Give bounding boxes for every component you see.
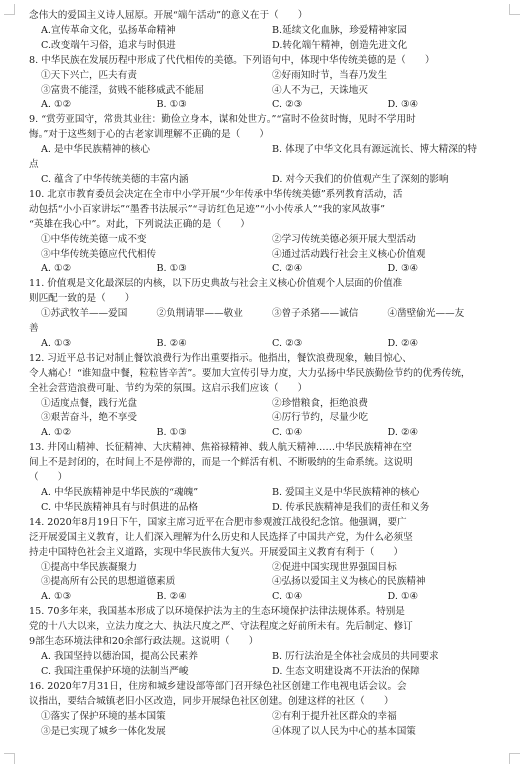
question-14 bbox=[29, 516, 503, 605]
item-row bbox=[29, 307, 503, 322]
question-8 bbox=[29, 54, 503, 114]
choice-row bbox=[29, 426, 503, 441]
item-2: ②促进中国实现世界强国目标 bbox=[272, 561, 397, 573]
item-3: ③艰苦奋斗，绝不享受 bbox=[41, 412, 137, 424]
choice-b: B. ②④ bbox=[156, 337, 187, 349]
question-7 bbox=[29, 9, 503, 54]
item-row bbox=[29, 725, 503, 740]
choice-b: B. ②④ bbox=[156, 591, 187, 603]
question-stem: “英雄在我心中”。对此，下列说法正确的是（ ） bbox=[29, 218, 250, 230]
question-11 bbox=[29, 277, 503, 352]
item-3: ③是已实现了城乡一体化发展 bbox=[41, 725, 166, 737]
item-4: ④弘扬以爱国主义为核心的民族精神 bbox=[272, 576, 426, 588]
item-2: ②有利于提升社区群众的幸福 bbox=[272, 710, 397, 722]
question-stem: 议指出，要结合城镇老旧小区改造，同步开展绿色社区创建。创建这样的社区（ ） bbox=[29, 695, 394, 707]
option-b: B.延续文化血脉，珍爱精神家园 bbox=[272, 24, 407, 36]
choice-a: A. ①③ bbox=[41, 337, 72, 349]
item-row bbox=[29, 233, 503, 248]
option-c: C. 我国注重保护环境的法制当严峻 bbox=[41, 665, 189, 677]
option-row bbox=[29, 650, 503, 665]
item-1: ①适度点餐，践行光盘 bbox=[41, 397, 137, 409]
question-stem: 14. 2020年8月19日下午，国家主席习近平在合肥市参观渡江战役纪念馆。他强调，要广 bbox=[29, 516, 407, 528]
question-stem: 8. 中华民族在发展历程中形成了代代相传的美德。下列语句中，体现中华传统美德的是（ ） bbox=[29, 54, 435, 66]
item-row bbox=[29, 69, 503, 84]
item-3: ③提高所有公民的思想道德素质 bbox=[41, 576, 176, 588]
option-c: C. 中华民族精神具有与时俱进的品格 bbox=[41, 501, 199, 513]
option-d: D.转化端午精神，创造先进文化 bbox=[272, 39, 408, 51]
choice-row bbox=[29, 262, 503, 277]
option-row bbox=[29, 143, 503, 158]
choice-d: D. ③④ bbox=[387, 99, 419, 111]
choice-b: B. ①③ bbox=[156, 427, 187, 439]
choice-row bbox=[29, 590, 503, 605]
choice-c: C. ①④ bbox=[272, 427, 303, 439]
choice-c: C. ②③ bbox=[272, 337, 303, 349]
option-b: B. 厉行法治是全体社会成员的共同要求 bbox=[272, 650, 439, 662]
option-row bbox=[29, 486, 503, 501]
choice-a: A. ①③ bbox=[41, 591, 72, 603]
option-row bbox=[29, 665, 503, 680]
question-9 bbox=[29, 113, 503, 188]
question-stem: 党的十八大以来，立法力度之大、执法尺度之严、守法程度之好前所未有。先后制定、修订 bbox=[29, 621, 413, 633]
option-c: C.改变端午习俗，追求与时俱进 bbox=[41, 39, 176, 51]
item-4: ④凿壁偷光——友 bbox=[387, 308, 465, 320]
question-stem: 全社会营造浪费可耻、节约为荣的氛围。这启示我们应该（ ） bbox=[29, 382, 308, 394]
item-3: ③中华传统美德应代代相传 bbox=[41, 248, 157, 260]
option-row bbox=[29, 501, 503, 516]
item-1: ①苏武牧羊——爱国 bbox=[41, 308, 128, 320]
choice-d: D. ②④ bbox=[387, 337, 419, 349]
item-row bbox=[29, 84, 503, 99]
item-4: ④体现了以人民为中心的基本国策 bbox=[272, 725, 416, 737]
choice-b: B. ①③ bbox=[156, 99, 187, 111]
choice-a: A. ①② bbox=[41, 99, 72, 111]
question-stem: 16. 2020年7月31日，住房和城乡建设部等部门召开绿色社区创建工作电视电话会议。会 bbox=[29, 680, 407, 692]
item-3: ③富贵不能淫，贫贱不能移威武不能屈 bbox=[41, 84, 205, 96]
page-corner-mark bbox=[509, 753, 520, 764]
option-b-wrap: 点 bbox=[29, 159, 39, 171]
option-a: A. 是中华民族精神的核心 bbox=[41, 144, 150, 156]
item-4-wrap: 善 bbox=[29, 323, 39, 335]
question-stem: 9部生态环境法律和20余部行政法规。这说明（ ） bbox=[29, 636, 259, 648]
item-2: ②好雨知时节，当春乃发生 bbox=[272, 69, 388, 81]
item-1: ①天下兴亡，匹夫有责 bbox=[41, 69, 137, 81]
option-c: C. 蕴含了中华传统美德的丰富内涵 bbox=[41, 173, 189, 185]
option-a: A. 我国坚持以德治国，提高公民素养 bbox=[41, 650, 198, 662]
choice-row bbox=[29, 98, 503, 113]
choice-row bbox=[29, 337, 503, 352]
question-stem: 则匹配一致的是（ ） bbox=[29, 293, 135, 305]
choice-c: C. ②③ bbox=[272, 99, 303, 111]
question-stem: 15. 70多年来，我国基本形成了以环境保护法为主的生态环境保护法律法规体系。特别是 bbox=[29, 606, 405, 618]
question-stem: 令人痛心！“谁知盘中餐，粒粒皆辛苦”。要加大宣传引导力度，大力弘扬中华民族勤俭节约的优秀传统， bbox=[29, 367, 471, 379]
question-13 bbox=[29, 441, 503, 516]
option-b: B. 爱国主义是中华民族精神的核心 bbox=[272, 487, 420, 498]
item-2: ②学习传统美德必须开展大型活动 bbox=[272, 233, 416, 245]
question-stem: 9. “赏劳亚国守，常贵其业往：勤俭立身本，谋和处世方。”“富时不俭贫时悔，见时不学用时 bbox=[29, 114, 416, 126]
choice-a: A. ①② bbox=[41, 263, 72, 275]
choice-d: D. ②④ bbox=[387, 427, 419, 439]
option-row bbox=[29, 173, 503, 188]
question-15 bbox=[29, 605, 503, 680]
item-2: ②珍惜粮食，拒绝浪费 bbox=[272, 397, 368, 409]
option-d: D. 对今天我们的价值观产生了深刻的影响 bbox=[272, 173, 449, 185]
question-stem: 悔。”对于这些刻于心的古老家训理解不正确的是（ ） bbox=[29, 129, 269, 141]
option-a: A. 中华民族精神是中华民族的“魂魄” bbox=[41, 487, 199, 498]
item-row bbox=[29, 575, 503, 590]
item-row bbox=[29, 411, 503, 426]
question-stem: 11. 价值观是文化最深层的内核，以下历史典故与社会主义核心价值观个人层面的价值准 bbox=[29, 278, 403, 290]
question-stem: 念伟大的爱国主义诗人屈原。开展“端午活动”的意义在于（ ） bbox=[29, 10, 308, 21]
choice-a: A. ①② bbox=[41, 427, 72, 439]
item-1: ①中华传统美德一成不变 bbox=[41, 233, 147, 245]
option-b: B. 体现了中华文化具有源远流长、博大精深的特 bbox=[272, 144, 478, 156]
item-2: ②负荆请罪——敬业 bbox=[156, 308, 243, 320]
question-12 bbox=[29, 352, 503, 441]
question-stem: 12. 习近平总书记对制止餐饮浪费行为作出重要指示。他指出，餐饮浪费现象，触目惊心、 bbox=[29, 352, 412, 364]
question-stem: 间上不是封闭的，在时间上不是停滞的，而是一个鲜活有机、不断吸纳的生命系统。这说明 bbox=[29, 457, 413, 469]
choice-c: C. ①④ bbox=[272, 591, 303, 603]
item-3: ③曾子杀猪——诚信 bbox=[272, 308, 359, 320]
question-stem: 泛开展爱国主义教育，让人们深入理解为什么历史和人民选择了中国共产党，为什么必须坚 bbox=[29, 531, 413, 543]
choice-d: D. ①④ bbox=[387, 591, 419, 603]
choice-d: D. ③④ bbox=[387, 263, 419, 275]
item-row bbox=[29, 561, 503, 576]
choice-b: B. ①③ bbox=[156, 263, 187, 275]
item-4: ④通过活动践行社会主义核心价值观 bbox=[272, 248, 426, 260]
page-corner-mark bbox=[509, 4, 520, 15]
option-row bbox=[29, 24, 503, 39]
exam-page bbox=[29, 9, 503, 739]
page-corner-mark bbox=[4, 4, 15, 15]
item-row bbox=[29, 248, 503, 263]
item-4: ④人不为己，天诛地灭 bbox=[272, 84, 368, 96]
question-stem: 13. 井冈山精神、长征精神、大庆精神、焦裕禄精神、载人航天精神……中华民族精神在空 bbox=[29, 442, 412, 454]
item-1: ①落实了保护环境的基本国策 bbox=[41, 710, 166, 722]
option-d: D. 传承民族精神是我们的责任和义务 bbox=[272, 501, 430, 513]
option-a: A.宣传革命文化，弘扬革命精神 bbox=[41, 24, 176, 36]
question-stem: 动包括“小小百家讲坛”“墨香书法展示”“寻访红色足迹”“小小传承人”“我的家风故事” bbox=[29, 203, 386, 215]
question-16 bbox=[29, 680, 503, 740]
option-row bbox=[29, 39, 503, 54]
question-stem: 持走中国特色社会主义道路，实现中华民族伟大复兴。开展爱国主义教育有利于（ ） bbox=[29, 546, 404, 558]
question-stem: 10. 北京市教育委员会决定在全市中小学开展“少年传承中华传统美德”系列教育活动，活 bbox=[29, 188, 403, 200]
item-4: ④厉行节约，尽量少吃 bbox=[272, 412, 368, 424]
page-corner-mark bbox=[4, 753, 15, 764]
item-row bbox=[29, 397, 503, 412]
item-1: ①提高中华民族凝聚力 bbox=[41, 561, 137, 573]
item-row bbox=[29, 710, 503, 725]
question-stem: （ ） bbox=[29, 472, 68, 484]
choice-c: C. ②④ bbox=[272, 263, 303, 275]
question-10 bbox=[29, 188, 503, 277]
option-d: D. 生态文明建设离不开法治的保障 bbox=[272, 665, 420, 677]
